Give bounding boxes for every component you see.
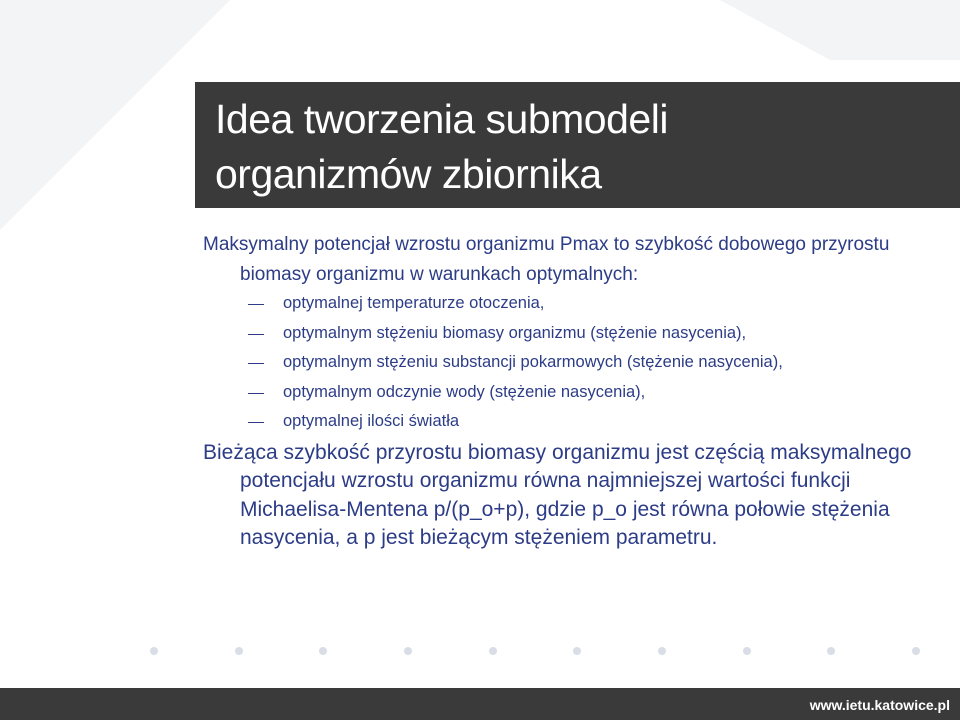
- divider-dot: [489, 647, 497, 655]
- divider-dot: [573, 647, 581, 655]
- divider-dot: [404, 647, 412, 655]
- dash-bullet: [248, 363, 264, 364]
- condition-text: optymalnym odczynie wody (stężenie nasycenia),: [283, 382, 646, 401]
- condition-item: [203, 378, 948, 408]
- title-line-1: Idea tworzenia submodeli: [215, 96, 668, 142]
- dash-bullet: [248, 393, 264, 394]
- condition-item: [203, 407, 948, 437]
- slide-title: [215, 92, 668, 202]
- condition-item: [203, 289, 948, 319]
- divider-dot: [319, 647, 327, 655]
- conclusion-paragraph: Bieżąca szybkość przyrostu biomasy organizmu jest częścią maksymalnego potencjału wzrostu organizmu równa najmniejszej wartości funkcji Michaelisa-Mentena p/(p_o+p), gdzie p_o jest równa połowie stężenia nasycenia, a p jest bieżącym stężeniem parametru.: [203, 440, 912, 549]
- slide-body: [203, 230, 948, 553]
- conditions-list: [203, 289, 948, 437]
- title-line-2: organizmów zbiornika: [215, 151, 602, 197]
- condition-item: [203, 319, 948, 349]
- divider-dot: [827, 647, 835, 655]
- condition-text: optymalnym stężeniu biomasy organizmu (stężenie nasycenia),: [283, 323, 747, 342]
- divider-dot: [658, 647, 666, 655]
- dash-bullet: [248, 422, 264, 423]
- condition-text: optymalnej ilości światła: [283, 412, 460, 430]
- intro-paragraph: Maksymalny potencjał wzrostu organizmu Pmax to szybkość dobowego przyrostu biomasy organizmu w warunkach optymalnych:: [203, 234, 890, 285]
- divider-dot: [743, 647, 751, 655]
- divider-dot: [235, 647, 243, 655]
- condition-item: [203, 348, 948, 378]
- dash-bullet: [248, 334, 264, 335]
- footer-bar: [0, 688, 960, 720]
- divider-dot: [912, 647, 920, 655]
- dash-bullet: [248, 304, 264, 305]
- footer-url: www.ietu.katowice.pl: [809, 697, 950, 713]
- divider-dot: [150, 647, 158, 655]
- condition-text: optymalnym stężeniu substancji pokarmowych (stężenie nasycenia),: [283, 353, 783, 371]
- condition-text: optymalnej temperaturze otoczenia,: [283, 294, 545, 312]
- title-banner: [195, 82, 960, 208]
- dot-divider: [150, 647, 920, 657]
